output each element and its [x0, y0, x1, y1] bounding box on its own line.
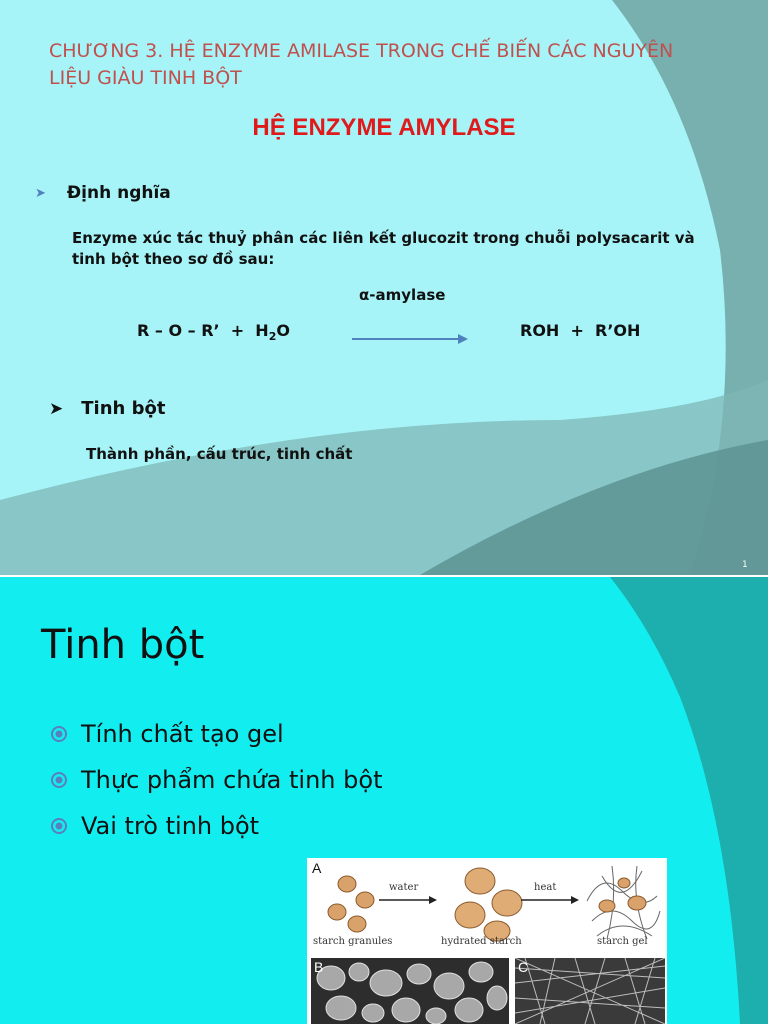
slide-number: 1	[742, 560, 748, 570]
starch-gel-figure	[307, 858, 667, 1024]
reaction-reactants: R – O – R’ + $H_2O$	[137, 321, 290, 344]
panel-b-label: B	[314, 959, 324, 975]
starch-granules-illustration	[317, 872, 387, 942]
reaction-products: ROH + R’OH	[520, 321, 641, 340]
circle-bullet-icon	[50, 817, 68, 835]
hydrated-starch-illustration	[442, 863, 532, 943]
label-hydrated-starch: hydrated starch	[441, 936, 522, 947]
arrow-right-icon	[521, 896, 579, 904]
bullet-item	[50, 812, 259, 840]
reaction-arrow-icon	[350, 333, 470, 345]
starch-label: Tinh bột	[81, 398, 166, 419]
bullet-text: Tính chất tạo gel	[81, 720, 284, 748]
micrograph-c-image	[515, 958, 665, 1024]
micrograph-b-image	[311, 958, 509, 1024]
arrow-right-icon	[379, 896, 437, 904]
panel-a-label: A	[312, 860, 322, 876]
definition-text: Enzyme xúc tác thuỷ phân các liên kết glucozit trong chuỗi polysacarit và tinh bột theo sơ đồ sau:	[72, 229, 695, 268]
definition-label: Định nghĩa	[66, 183, 171, 203]
bullet-text: Vai trò tinh bột	[81, 812, 260, 840]
arrow-label-heat: heat	[534, 882, 557, 893]
slide-heading: HỆ ENZYME AMYLASE	[252, 114, 516, 141]
arrow-bullet-icon: ➤	[49, 398, 64, 419]
arrow-label-water: water	[389, 882, 419, 893]
starch-subtext: Thành phần, cấu trúc, tinh chất	[86, 445, 353, 463]
enzyme-label: α-amylase	[359, 286, 446, 304]
panel-c-label: C	[518, 959, 529, 975]
bullet-text: Thực phẩm chứa tinh bột	[81, 766, 383, 794]
starch-section-header	[49, 398, 165, 419]
arrow-bullet-icon: ➤	[35, 185, 46, 201]
starch-gel-illustration	[582, 861, 664, 943]
chapter-title: CHƯƠNG 3. HỆ ENZYME AMILASE TRONG CHẾ BIẾN CÁC NGUYÊN LIỆU GIÀU TINH BỘT	[49, 40, 674, 89]
bullet-item	[50, 720, 284, 748]
circle-bullet-icon	[50, 771, 68, 789]
definition-section-header	[35, 183, 171, 203]
bullet-item	[50, 766, 382, 794]
label-starch-granules: starch granules	[313, 936, 393, 947]
circle-bullet-icon	[50, 725, 68, 743]
label-starch-gel: starch gel	[597, 936, 648, 947]
slide-2-title: Tinh bột	[41, 622, 205, 668]
